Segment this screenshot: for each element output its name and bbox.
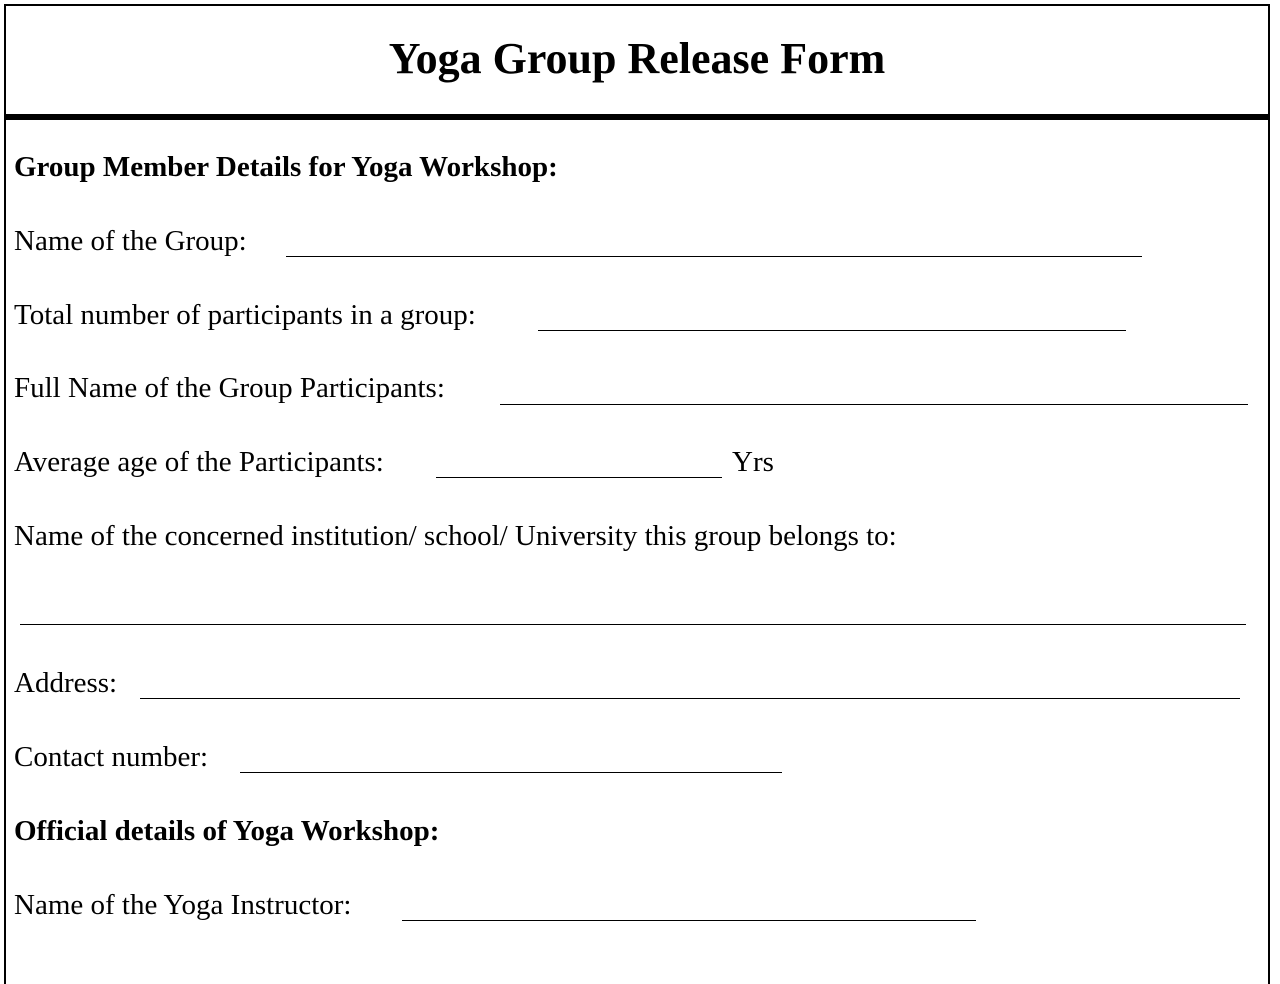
average-age-label: Average age of the Participants:: [14, 446, 384, 478]
total-participants-label: Total number of participants in a group:: [14, 299, 476, 331]
instructor-field[interactable]: [402, 920, 976, 921]
group-name-field[interactable]: [286, 256, 1142, 257]
instructor-label: Name of the Yoga Instructor:: [14, 889, 352, 921]
title-divider: [6, 114, 1268, 120]
participant-names-field[interactable]: [500, 404, 1248, 405]
contact-field[interactable]: [240, 772, 782, 773]
institution-field[interactable]: [20, 624, 1246, 625]
average-age-field[interactable]: [436, 477, 722, 478]
section-heading-group-member: Group Member Details for Yoga Workshop:: [14, 151, 558, 183]
section-heading-official: Official details of Yoga Workshop:: [14, 815, 440, 847]
total-participants-field[interactable]: [538, 330, 1126, 331]
participant-names-label: Full Name of the Group Participants:: [14, 372, 445, 404]
title-box: [6, 6, 1268, 114]
contact-label: Contact number:: [14, 741, 209, 773]
institution-label: Name of the concerned institution/ school/ University this group belongs to:: [14, 520, 897, 552]
address-field[interactable]: [140, 698, 1240, 699]
average-age-unit: Yrs: [732, 446, 774, 478]
address-label: Address:: [14, 667, 118, 699]
form-title: Yoga Group Release Form: [388, 33, 886, 83]
group-name-label: Name of the Group:: [14, 225, 247, 257]
